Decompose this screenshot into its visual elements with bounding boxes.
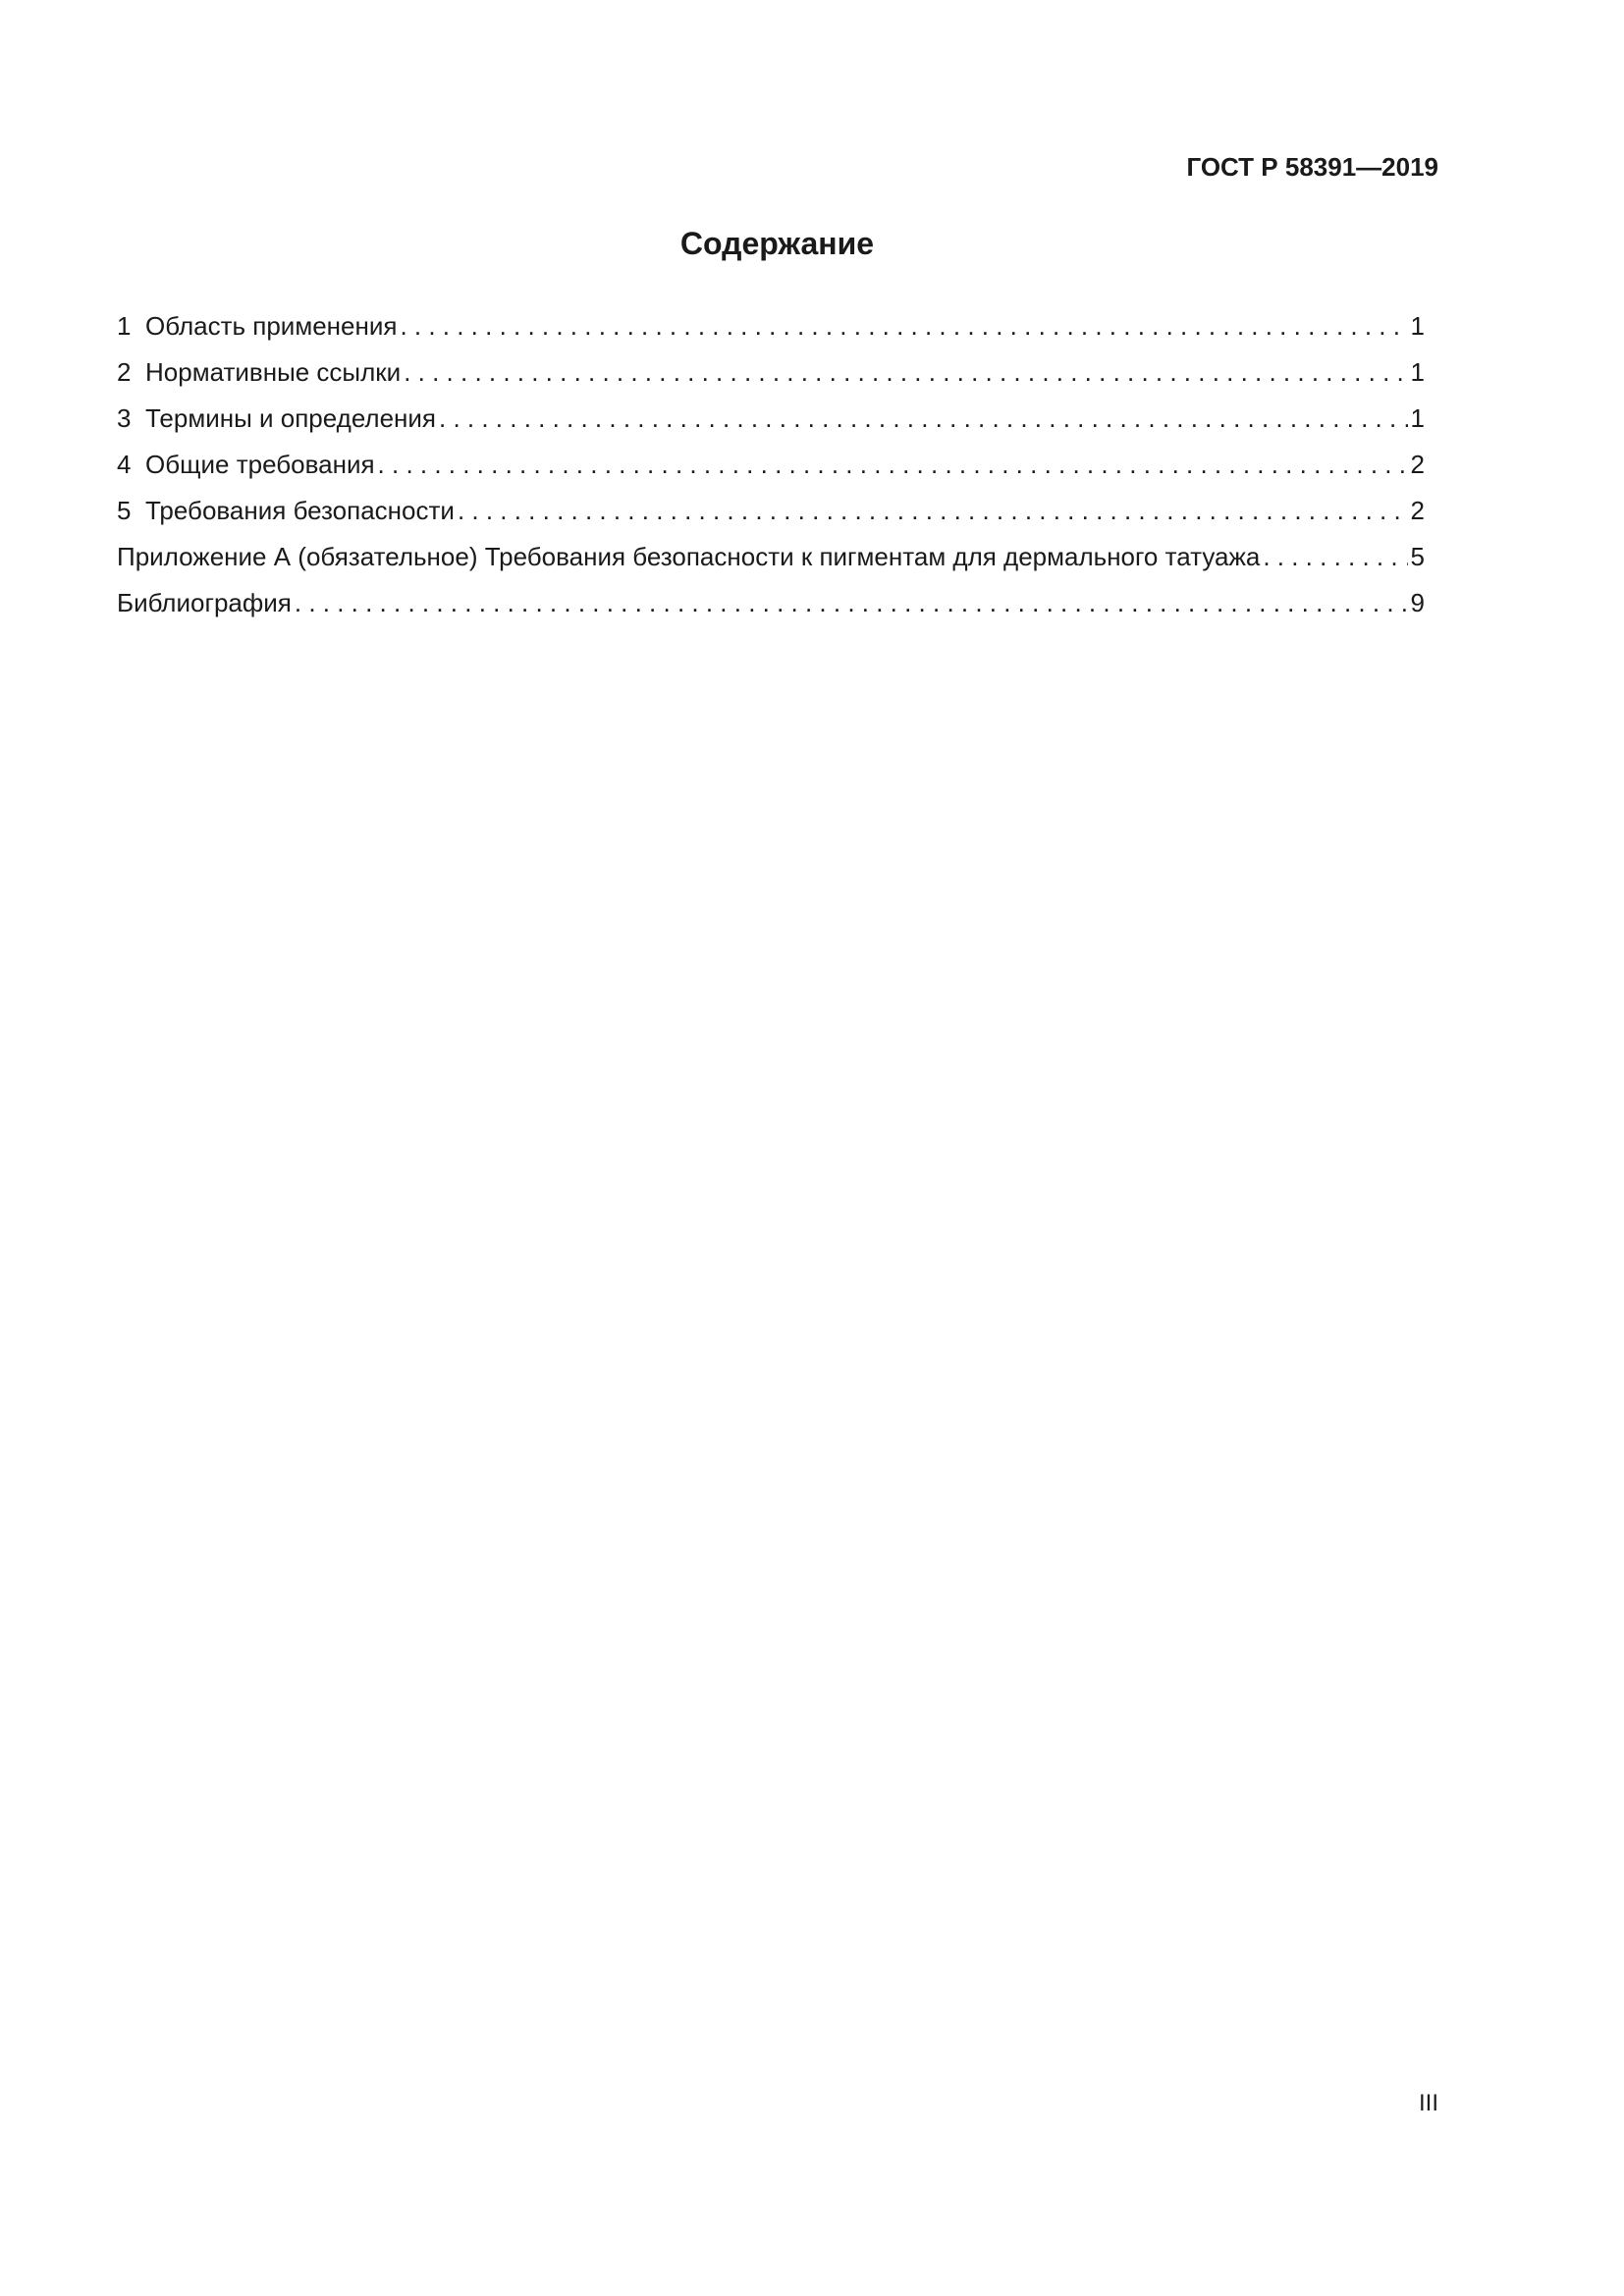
- toc-entry-number: 3: [117, 403, 132, 433]
- toc-entry-number: 5: [117, 496, 132, 525]
- dot-leader: [378, 446, 1408, 483]
- toc-entry-scope[interactable]: [117, 307, 1425, 353]
- toc-entry-page: 9: [1410, 588, 1425, 617]
- toc-entry-number: 4: [117, 450, 132, 479]
- toc-entry-title: Требования безопасности: [145, 496, 455, 525]
- toc-entry-bibliography[interactable]: [117, 584, 1425, 630]
- toc-title: Содержание: [679, 226, 875, 261]
- dot-leader: [458, 492, 1408, 529]
- dot-leader: [1263, 538, 1407, 575]
- toc-entry-page: 1: [1410, 357, 1425, 387]
- toc-entry-terms-definitions[interactable]: [117, 400, 1425, 446]
- table-of-contents: [117, 307, 1425, 630]
- document-id: ГОСТ Р 58391—2019: [1186, 152, 1438, 182]
- dot-leader: [439, 400, 1408, 437]
- toc-entry-page: 1: [1410, 403, 1425, 433]
- toc-entry-page: 5: [1410, 542, 1425, 571]
- toc-entry-title: Область применения: [145, 311, 398, 341]
- toc-entry-normative-references[interactable]: [117, 353, 1425, 400]
- toc-entry-title: Общие требования: [145, 450, 375, 479]
- page-number: III: [1418, 2090, 1438, 2116]
- toc-entry-page: 1: [1410, 311, 1425, 341]
- dot-leader: [295, 584, 1408, 621]
- toc-entry-page: 2: [1410, 496, 1425, 525]
- toc-entry-appendix-a[interactable]: [117, 538, 1425, 584]
- toc-entry-number: 1: [117, 311, 132, 341]
- dot-leader: [404, 353, 1407, 391]
- toc-entry-number: 2: [117, 357, 132, 387]
- toc-entry-title: Термины и определения: [145, 403, 437, 433]
- toc-entry-page: 2: [1410, 450, 1425, 479]
- toc-entry-title: Библиография: [117, 588, 292, 617]
- toc-entry-safety-requirements[interactable]: [117, 492, 1425, 538]
- toc-entry-title: Нормативные ссылки: [145, 357, 402, 387]
- toc-entry-title: Приложение А (обязательное) Требования безопасности к пигментам для дермального татуажа: [117, 542, 1261, 571]
- dot-leader: [400, 307, 1407, 345]
- toc-entry-general-requirements[interactable]: [117, 446, 1425, 492]
